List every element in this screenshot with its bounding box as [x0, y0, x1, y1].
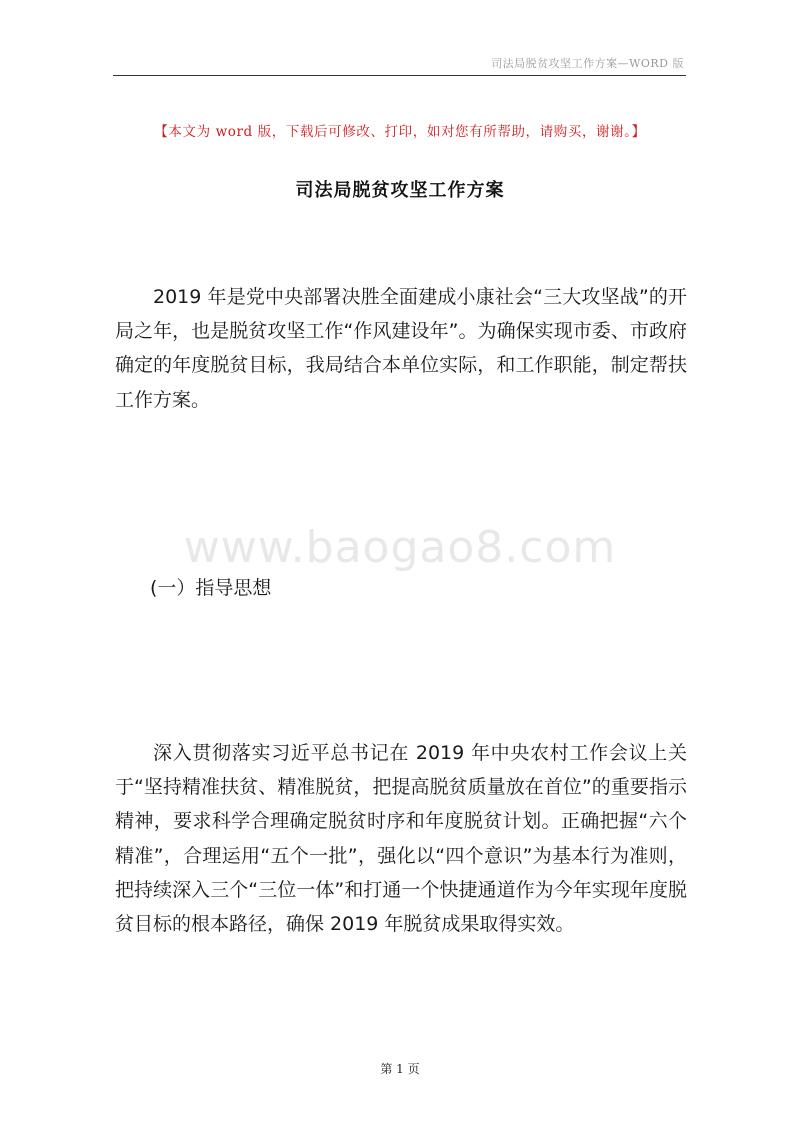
intro-paragraph: 2019 年是党中央部署决胜全面建成小康社会“三大攻坚战”的开局之年，也是脱贫攻坚工作“作风建设年”。为确保实现市委、市政府确定的年度脱贫目标，我局结合本单位实际，和工作职能，制定帮扶工作方案。	[115, 286, 687, 411]
page-number: 第 1 页	[380, 1062, 420, 1076]
guiding-thought-paragraph: 深入贯彻落实习近平总书记在 2019 年中央农村工作会议上关于“坚持精准扶贫、精准脱贫，把提高脱贫质量放在首位”的重要指示精神，要求科学合理确定脱贫时序和年度脱贫计划。正确把握“六个精准”，合理运用“五个一批”，强化以“四个意识”为基本行为准则，把持续深入三个“三位一体”和打通一个快捷通道作为今年实现年度脱贫目标的根本路径，确保 2019 年脱贫成果取得实效。	[115, 742, 687, 936]
document-title: 司法局脱贫攻坚工作方案	[295, 180, 505, 201]
section-heading-guiding-thought: (一）指导思想	[150, 577, 272, 599]
download-notice: 【本文为 word 版，下载后可修改、打印，如对您有所帮助，请购买，谢谢。】	[154, 124, 646, 140]
running-header: 司法局脱贫攻坚工作方案—WORD 版	[491, 57, 684, 70]
watermark-text: www.baogao8.com	[183, 522, 617, 573]
header-divider	[113, 75, 686, 76]
